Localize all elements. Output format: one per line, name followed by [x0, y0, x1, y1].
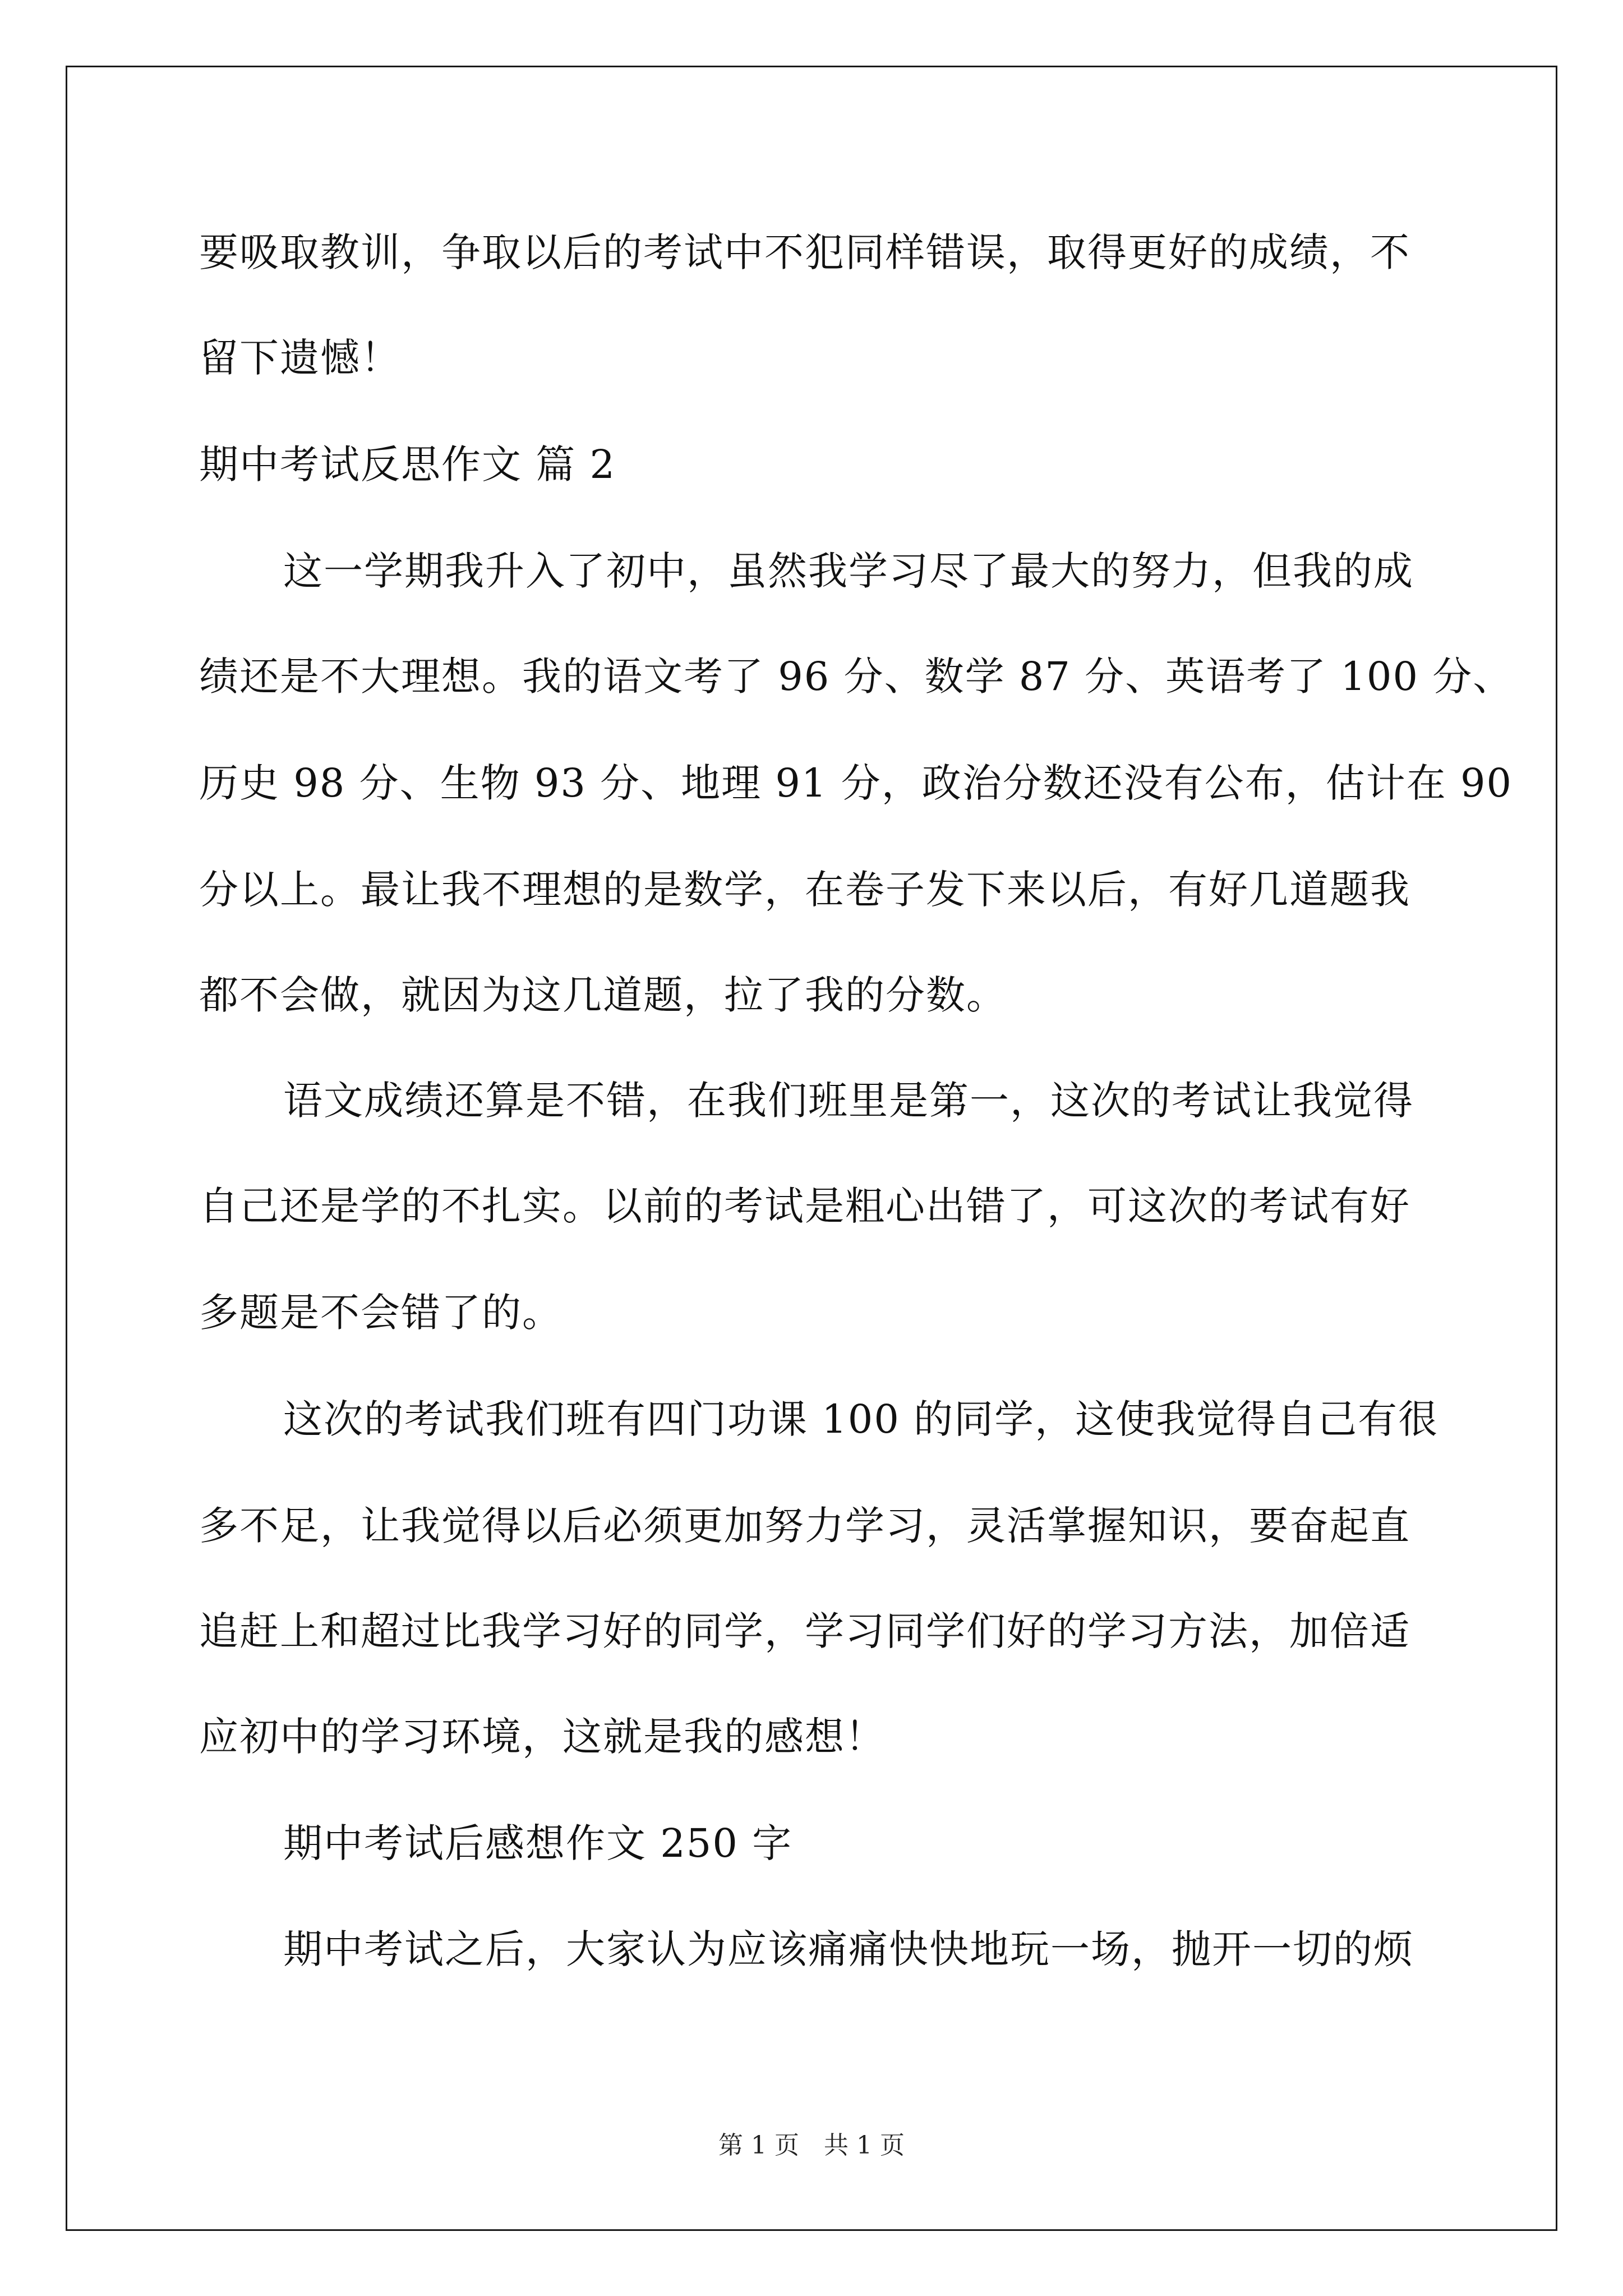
text-line-13: 多不足，让我觉得以后必须更加努力学习，灵活掌握知识，要奋起直 [199, 1503, 1410, 1549]
page-footer: 第 1 页 共 1 页 [718, 2131, 905, 2160]
text-line-11: 多题是不会错了的。 [199, 1290, 562, 1336]
text-line-4: 这一学期我升入了初中，虽然我学习尽了最大的努力，但我的成 [283, 548, 1414, 594]
page-frame [66, 66, 1557, 2231]
text-line-15: 应初中的学习环境，这就是我的感想！ [199, 1714, 886, 1760]
text-line-10: 自己还是学的不扎实。以前的考试是粗心出错了，可这次的考试有好 [199, 1183, 1410, 1229]
text-line-14: 追赶上和超过比我学习好的同学，学习同学们好的学习方法，加倍适 [199, 1608, 1410, 1654]
text-line-17: 期中考试之后，大家认为应该痛痛快快地玩一场，抛开一切的烦 [283, 1926, 1414, 1972]
text-line-1: 要吸取教训，争取以后的考试中不犯同样错误，取得更好的成绩，不 [199, 229, 1410, 275]
text-line-12: 这次的考试我们班有四门功课 100 的同学，这使我觉得自己有很 [283, 1396, 1439, 1442]
text-line-8: 都不会做，就因为这几道题，拉了我的分数。 [199, 972, 1007, 1018]
section-heading-2: 期中考试反思作文 篇 2 [199, 441, 616, 487]
text-line-2: 留下遗憾！ [199, 335, 401, 381]
section-heading-250: 期中考试后感想作文 250 字 [283, 1820, 793, 1866]
text-line-9: 语文成绩还算是不错，在我们班里是第一，这次的考试让我觉得 [283, 1078, 1414, 1124]
text-line-7: 分以上。最让我不理想的是数学，在卷子发下来以后，有好几道题我 [199, 867, 1410, 913]
text-line-5: 绩还是不大理想。我的语文考了 96 分、数学 87 分、英语考了 100 分、 [199, 654, 1514, 700]
text-line-6: 历史 98 分、生物 93 分、地理 91 分，政治分数还没有公布，估计在 90 [199, 760, 1513, 806]
